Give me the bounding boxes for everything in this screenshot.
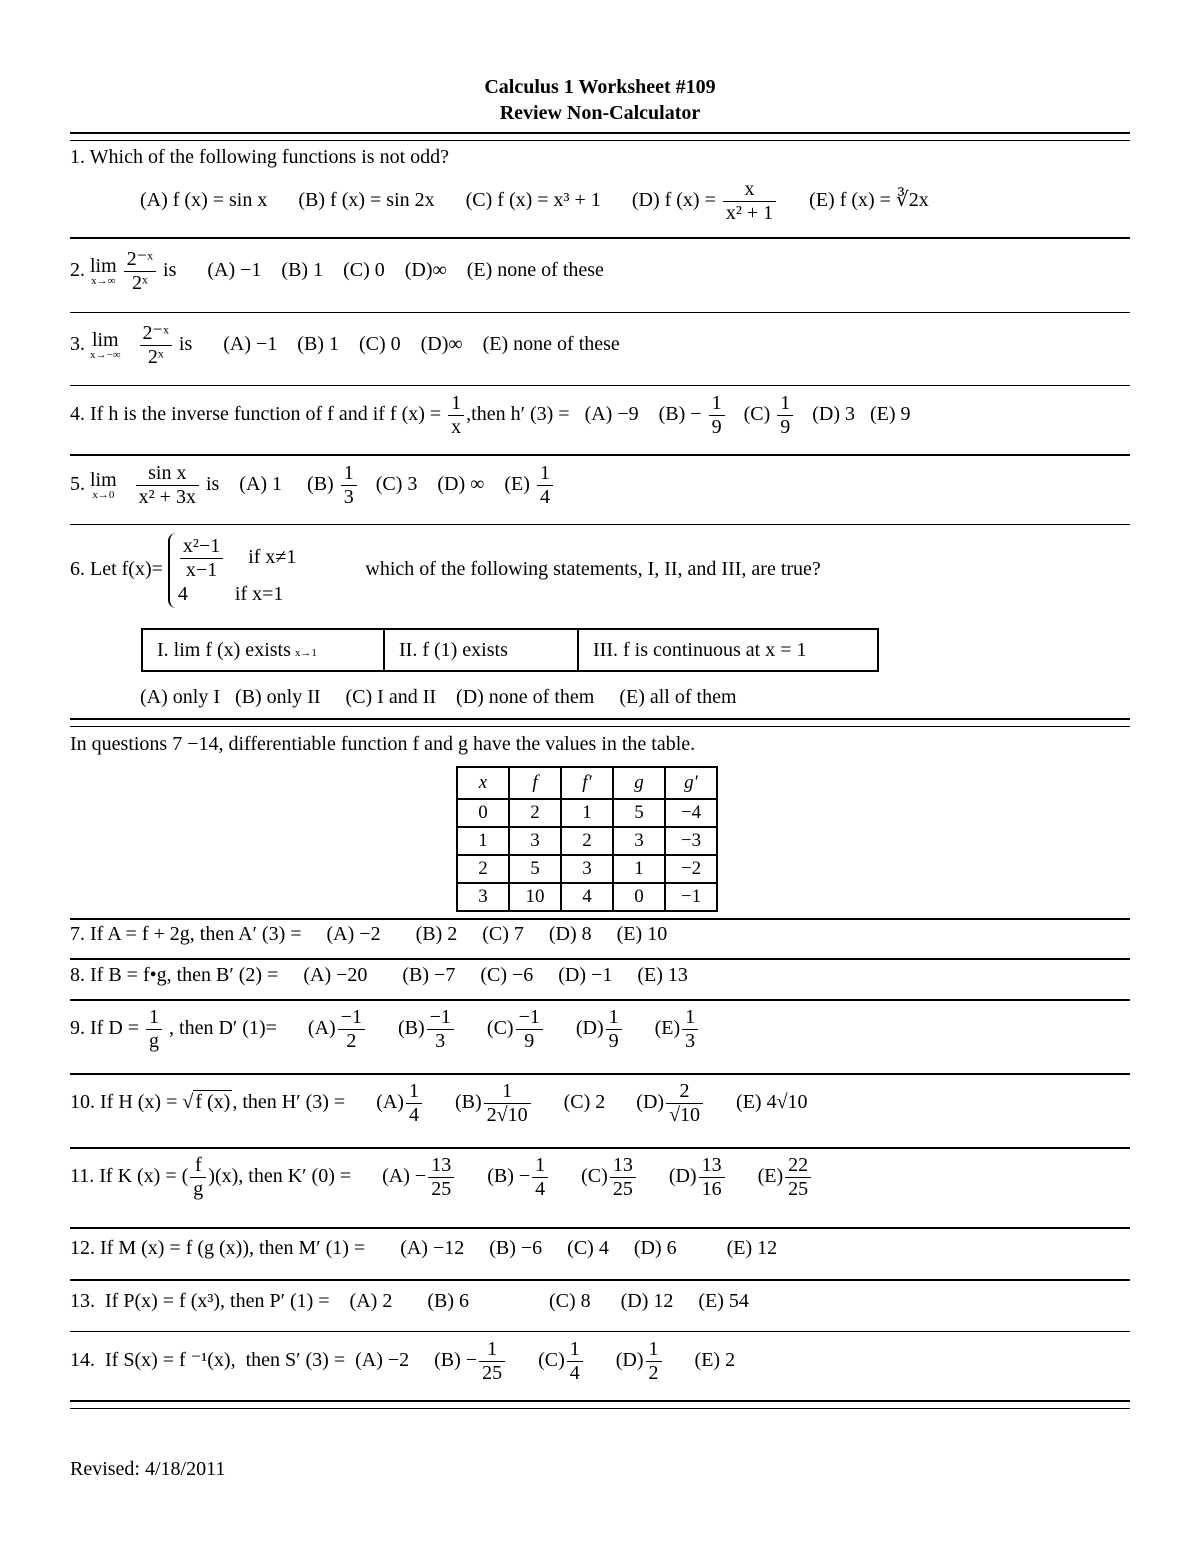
- divider: [70, 999, 1130, 1001]
- divider: [70, 385, 1130, 386]
- piecewise-definition: $\frac{\text{x²−1}}{x-1}$ if x≠1 4 if x=1: [168, 533, 304, 608]
- divider: [70, 1227, 1130, 1229]
- question-5: 5. lim x→0 $\frac{\text{sin x}}{\text{x² + 3x}}$ is (A) 1 (B) $\frac{1}{3}$ (C) 3 (D) ∞ (E) $\frac{1}{4}$: [70, 462, 555, 509]
- divider: [70, 1073, 1130, 1075]
- divider: [70, 1408, 1130, 1409]
- divider: [70, 1279, 1130, 1281]
- table-header: f′: [561, 767, 613, 799]
- choice-b: (B) f (x) = sin 2x: [298, 189, 435, 212]
- question-2: 2. lim x→∞ $\frac{\text{2⁻ˣ}}{\text{2ˣ}}$ is (A) −1 (B) 1 (C) 0 (D)∞ (E) none of these: [70, 248, 604, 294]
- question-7: 7. If A = f + 2g, then A′ (3) = (A) −2 (B) 2 (C) 7 (D) 8 (E) 10: [70, 923, 668, 945]
- revision-date: Revised: 4/18/2011: [70, 1458, 226, 1480]
- divider: [70, 958, 1130, 960]
- question-6-choices: (A) only I (B) only II (C) I and II (D) none of them (E) all of them: [140, 686, 737, 708]
- table-intro: In questions 7 −14, differentiable function f and g have the values in the table.: [70, 733, 696, 755]
- question-4: 4. If h is the inverse function of f and if f (x) = $\frac{1}{x}$ ,then h′ (3) = (A) −9 (B) − $\frac{1}{9}$ (C) $\frac{1}{9}$ (D) 3 (E) 9: [70, 392, 911, 438]
- question-3: 3. lim x→−∞ $\frac{\text{2⁻ˣ}}{\text{2ˣ}}$ is (A) −1 (B) 1 (C) 0 (D)∞ (E) none of these: [70, 322, 620, 368]
- divider: [70, 918, 1130, 920]
- table-header: f: [509, 767, 561, 799]
- question-13: 13. If P(x) = f (x³), then P′ (1) = (A) 2 (B) 6 (C) 8 (D) 12 (E) 54: [70, 1290, 749, 1312]
- question-9: 9. If D = $\frac{1}{g}$ , then D′ (1)= (A) $\frac{-1}{2}$ (B) $\frac{-1}{3}$ (C) $\frac{-1}{9}$ (D) $\frac{1}{9}$ (E) $\frac{1}{3}$: [70, 1006, 700, 1053]
- question-12: 12. If M (x) = f (g (x)), then M′ (1) = (A) −12 (B) −6 (C) 4 (D) 6 (E) 12: [70, 1237, 778, 1259]
- table-header: g′: [665, 767, 717, 799]
- divider: [70, 1147, 1130, 1149]
- table-header: x: [457, 767, 509, 799]
- choice-d: (D) f (x) = $\frac{x}{\text{x² + 1}}$: [632, 189, 778, 211]
- table-row: 0 2 1 5 −4: [457, 799, 717, 827]
- table-header: g: [613, 767, 665, 799]
- choice-e: (E) f (x) = ∛2x: [809, 189, 929, 212]
- question-10: 10. If H (x) = √ f (x) , then H′ (3) = (A) $\frac{1}{4}$ (B) $\frac{1}{2√10}$ (C) 2 (D) $\frac{2}{√10}$ (E) 4√10: [70, 1080, 808, 1126]
- question-11: 11. If K (x) = ( $\frac{f}{g}$ )(x), then K′ (0) = (A) − $\frac{13}{25}$ (B) − $\frac{1}{4}$ (C) $\frac{13}{25}$ (D) $\frac{13}{16}$ (E) $\frac{22}{25}$: [70, 1154, 813, 1201]
- choice-a: (A) f (x) = sin x: [140, 189, 268, 212]
- statement-1: I. lim f (x) exists x→1: [142, 629, 384, 671]
- values-table: [456, 766, 718, 912]
- table-row: 1 3 2 3 −3: [457, 827, 717, 855]
- divider: [70, 454, 1130, 456]
- table-row: 2 5 3 1 −2: [457, 855, 717, 883]
- divider: [70, 237, 1130, 239]
- divider: [70, 1331, 1130, 1332]
- question-8: 8. If B = f•g, then B′ (2) = (A) −20 (B) −7 (C) −6 (D) −1 (E) 13: [70, 964, 688, 986]
- statement-2: II. f (1) exists: [384, 629, 578, 671]
- question-1-stem: 1. Which of the following functions is not odd?: [70, 146, 450, 168]
- question-14: 14. If S(x) = f ⁻¹(x), then S′ (3) = (A) −2 (B) − $\frac{1}{25}$ (C) $\frac{1}{4}$ (D) $\frac{1}{2}$ (E) 2: [70, 1338, 736, 1384]
- table-row: 3 10 4 0 −1: [457, 883, 717, 911]
- divider: [70, 524, 1130, 525]
- divider: [70, 726, 1130, 727]
- divider: [70, 1400, 1130, 1402]
- divider: [70, 132, 1130, 134]
- question-1-choices: [140, 178, 929, 225]
- statement-3: III. f is continuous at x = 1: [578, 629, 878, 671]
- divider: [70, 312, 1130, 313]
- question-6: 6. Let f(x)= $\frac{\text{x²−1}}{x-1}$ if x≠1 4 if x=1 which of the following statements, I, II, and III, are true?: [70, 533, 821, 608]
- page-subtitle: Review Non-Calculator: [499, 102, 701, 124]
- divider: [70, 718, 1130, 720]
- choice-c: (C) f (x) = x³ + 1: [465, 189, 601, 212]
- divider: [70, 140, 1130, 141]
- page-title: Calculus 1 Worksheet #109: [484, 76, 716, 98]
- statements-table: [141, 628, 879, 672]
